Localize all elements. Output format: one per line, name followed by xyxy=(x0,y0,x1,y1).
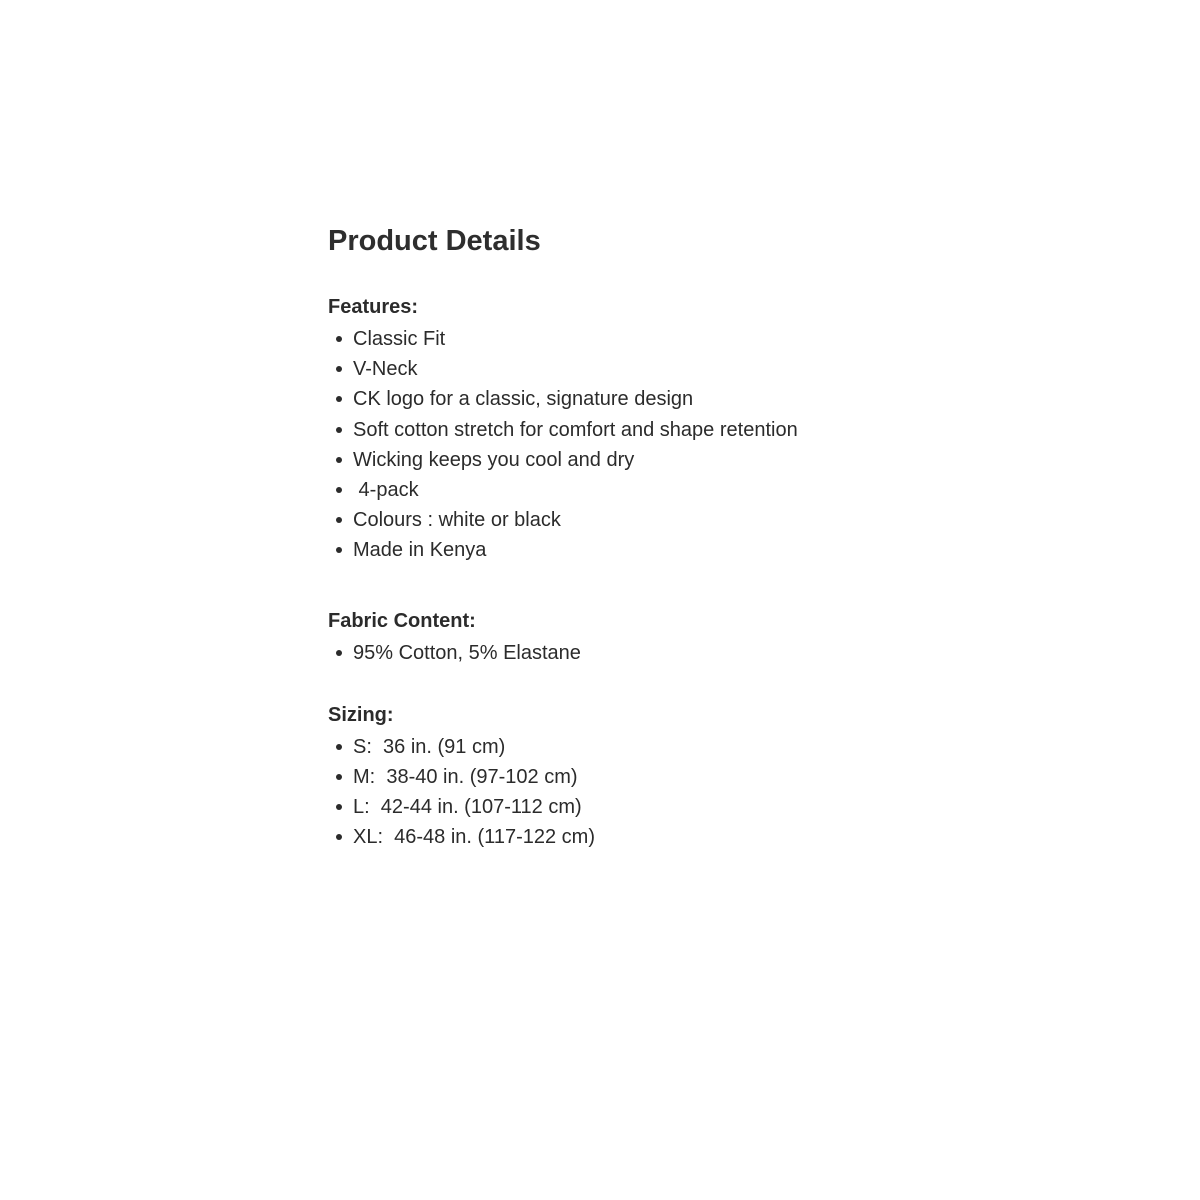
list-item-text: CK logo for a classic, signature design xyxy=(353,388,694,411)
fabric-content-section xyxy=(328,608,1028,668)
bullet-icon xyxy=(336,517,342,523)
features-section xyxy=(328,294,1028,566)
list-item-text: 95% Cotton, 5% Elastane xyxy=(353,641,581,664)
list-item xyxy=(328,535,1028,565)
list-item-text: Classic Fit xyxy=(353,328,446,350)
fabric-content-heading: Fabric Content: xyxy=(328,609,476,632)
bullet-icon xyxy=(336,774,342,780)
list-item xyxy=(328,475,1028,505)
list-item-text: L: 42-44 in. (107-112 cm) xyxy=(353,796,582,819)
bullet-icon xyxy=(336,547,342,553)
list-item-text: 4-pack xyxy=(353,479,419,502)
list-item-text: Colours : white or black xyxy=(353,509,561,532)
features-heading: Features: xyxy=(328,296,419,318)
sizing-section xyxy=(328,702,1028,853)
list-item-text: V-Neck xyxy=(353,358,418,381)
list-item xyxy=(328,415,1028,445)
product-details-panel xyxy=(328,222,1028,853)
list-item xyxy=(328,354,1028,384)
list-item xyxy=(328,762,1028,792)
bullet-icon xyxy=(336,366,342,372)
list-item xyxy=(328,384,1028,414)
features-list xyxy=(328,324,1028,566)
list-item xyxy=(328,822,1028,852)
sizing-heading: Sizing: xyxy=(328,703,394,726)
list-item xyxy=(328,732,1028,762)
list-item xyxy=(328,505,1028,535)
bullet-icon xyxy=(336,427,342,433)
list-item-text: Wicking keeps you cool and dry xyxy=(353,448,635,471)
bullet-icon xyxy=(336,336,342,342)
list-item-text: M: 38-40 in. (97-102 cm) xyxy=(353,766,578,789)
list-item-text: Soft cotton stretch for comfort and shape retention xyxy=(353,418,798,441)
bullet-icon xyxy=(336,804,342,810)
bullet-icon xyxy=(336,457,342,463)
bullet-icon xyxy=(336,650,342,656)
bullet-icon xyxy=(336,487,342,493)
bullet-icon xyxy=(336,396,342,402)
page-title: Product Details xyxy=(328,225,541,257)
sizing-list xyxy=(328,732,1028,853)
list-item-text: XL: 46-48 in. (117-122 cm) xyxy=(353,826,595,849)
list-item xyxy=(328,792,1028,822)
list-item xyxy=(328,324,1028,354)
list-item-text: Made in Kenya xyxy=(353,539,487,562)
bullet-icon xyxy=(336,744,342,750)
bullet-icon xyxy=(336,834,342,840)
list-item xyxy=(328,445,1028,475)
fabric-content-list xyxy=(328,638,1028,668)
list-item xyxy=(328,638,1028,668)
list-item-text: S: 36 in. (91 cm) xyxy=(353,735,506,758)
